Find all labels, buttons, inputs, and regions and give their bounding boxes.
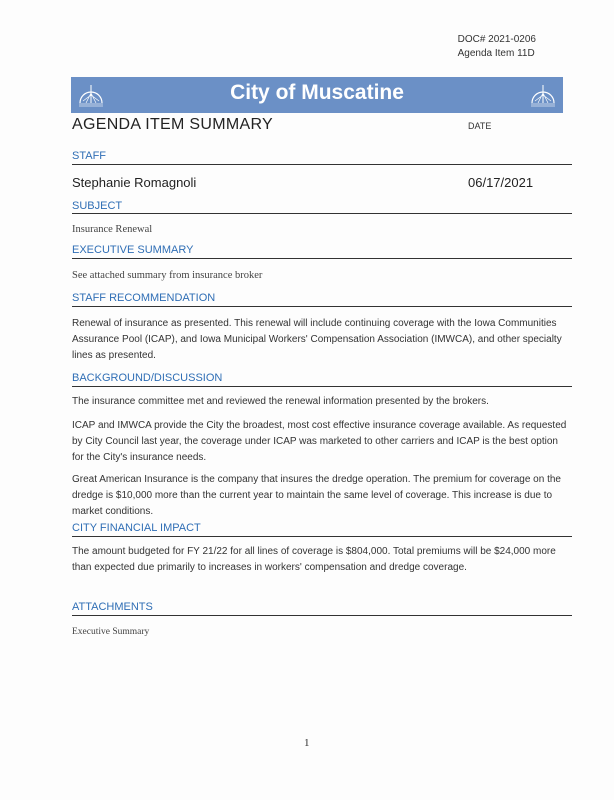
background-paragraph: The insurance committee met and reviewed the renewal information presented by the brokers. <box>72 396 489 407</box>
city-banner <box>71 77 563 113</box>
attachments-heading: ATTACHMENTS <box>72 601 153 613</box>
background-heading: BACKGROUND/DISCUSSION <box>72 372 223 384</box>
page-number: 1 <box>304 737 310 749</box>
divider <box>72 386 572 387</box>
executive-summary-text: See attached summary from insurance broker <box>72 270 263 281</box>
subject-heading: SUBJECT <box>72 200 123 212</box>
executive-summary-heading: EXECUTIVE SUMMARY <box>72 244 194 256</box>
staff-heading: STAFF <box>72 150 107 162</box>
divider <box>72 164 572 165</box>
staff-name: Stephanie Romagnoli <box>72 175 197 190</box>
attachment-item: Executive Summary <box>72 627 150 637</box>
city-logo-icon <box>529 81 557 109</box>
staff-date: 06/17/2021 <box>468 175 534 190</box>
agenda-item-number: Agenda Item 11D <box>457 48 535 59</box>
staff-recommendation-text: Renewal of insurance as presented. This renewal will include continuing coverage with the Iowa Communities Assurance Pool (ICAP), and Iowa Municipal Workers' Compensation Association (IMWCA), and other specialty lines as presented. <box>72 318 562 361</box>
divider <box>72 213 572 214</box>
staff-recommendation-heading: STAFF RECOMMENDATION <box>72 292 216 304</box>
divider <box>72 615 572 616</box>
subject-text: Insurance Renewal <box>72 224 153 235</box>
divider <box>72 536 572 537</box>
divider <box>72 258 572 259</box>
divider <box>72 306 572 307</box>
form-title: AGENDA ITEM SUMMARY <box>72 116 273 133</box>
financial-impact-text: The amount budgeted for FY 21/22 for all lines of coverage is $804,000. Total premiums will be $24,000 more than expected due primarily to increases in workers' compensation and dredge coverage. <box>72 546 556 573</box>
background-paragraph: Great American Insurance is the company that insures the dredge operation. The premium for coverage on the dredge is $10,000 more than the current year to maintain the same level of coverage. This increase is due to market conditions. <box>72 474 561 517</box>
doc-header <box>458 33 536 61</box>
background-paragraph: ICAP and IMWCA provide the City the broadest, most cost effective insurance coverage available. As requested by City Council last year, the coverage under ICAP was marketed to other carriers and ICAP is the best option for the City's insurance needs. <box>72 420 567 463</box>
doc-number: DOC# 2021-0206 <box>457 34 536 45</box>
financial-impact-heading: CITY FINANCIAL IMPACT <box>72 522 201 534</box>
banner-title: City of Muscatine <box>230 81 404 104</box>
date-label: DATE <box>468 121 492 131</box>
